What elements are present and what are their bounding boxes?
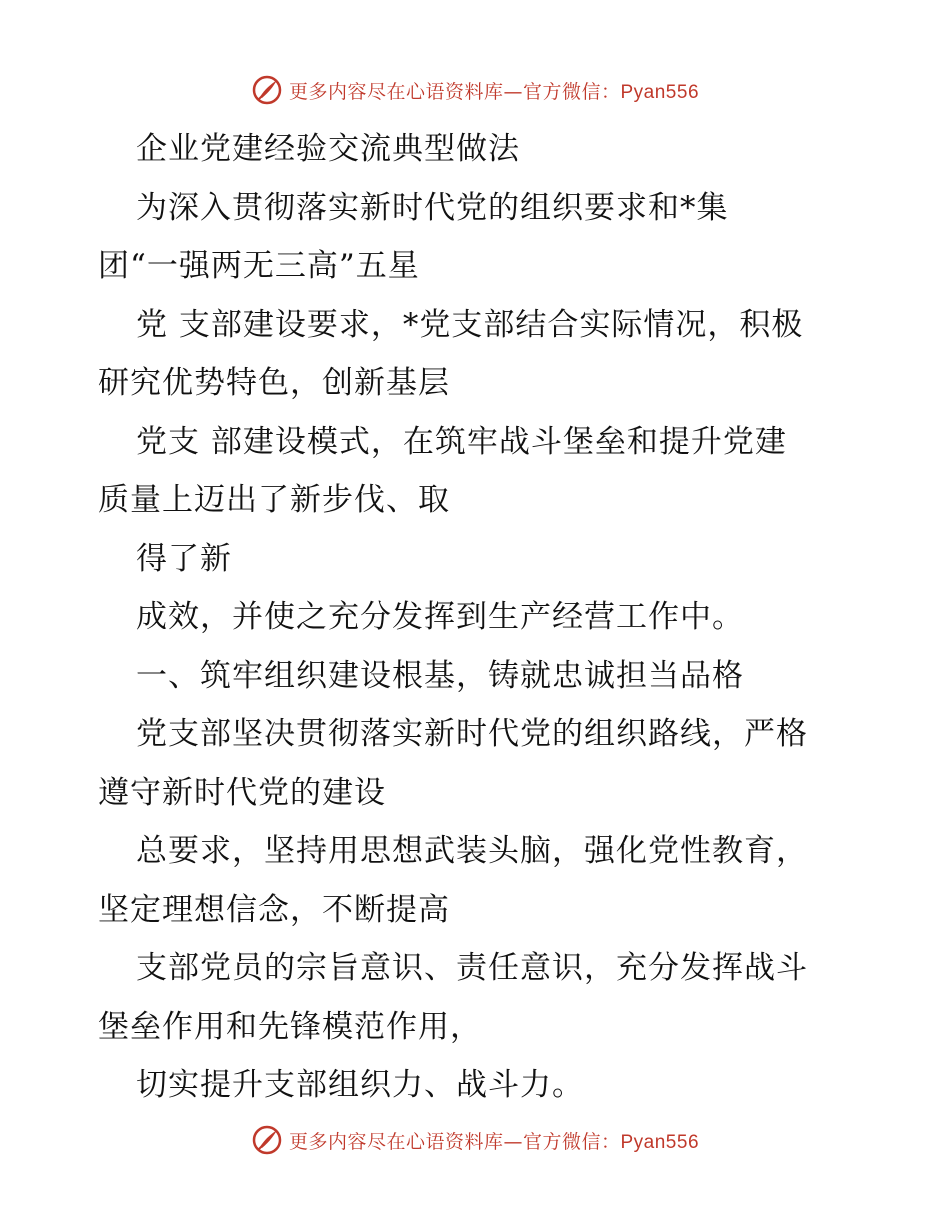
banner-content: [251, 74, 699, 106]
document-line: 堡垒作用和先锋模范作用，: [98, 1008, 482, 1045]
feather-pen-logo-icon: [251, 1124, 283, 1156]
banner-wechat-id: Pyan556: [620, 1131, 700, 1153]
document-line: 党 支部建设要求，*党支部结合实际情况，积极: [136, 306, 804, 343]
document-line: 党支部坚决贯彻落实新时代党的组织路线，严格: [136, 716, 808, 752]
banner-separator: —: [503, 80, 523, 103]
banner-content: [251, 1124, 699, 1156]
document-body: [98, 120, 858, 1115]
banner-separator: —: [503, 1130, 523, 1153]
document-line: 成效，并使之充分发挥到生产经营工作中。: [136, 599, 744, 635]
document-line: 得了新: [136, 540, 232, 577]
document-line: 研究优势特色，创新基层: [98, 365, 450, 401]
banner-main-text: 更多内容尽在心语资料库: [288, 1130, 504, 1153]
document-line: 企业党建经验交流典型做法: [136, 131, 520, 167]
document-line: 坚定理想信念，不断提高: [98, 891, 450, 928]
banner-suffix-text: 官方微信：: [522, 1130, 621, 1153]
document-line: 团“一强两无三高”五星: [98, 248, 420, 284]
document-line: 质量上迈出了新步伐、取: [98, 482, 450, 518]
feather-pen-logo-icon: [251, 74, 283, 106]
banner-text: [289, 77, 699, 104]
banner-text: [289, 1127, 699, 1154]
document-line: 一、筑牢组织建设根基，铸就忠诚担当品格: [136, 657, 744, 694]
document-line: 遵守新时代党的建设: [98, 774, 386, 811]
banner-suffix-text: 官方微信：: [522, 80, 621, 103]
header-watermark-banner: [0, 70, 950, 110]
document-line: 总要求，坚持用思想武装头脑，强化党性教育，: [136, 833, 808, 869]
banner-wechat-id: Pyan556: [620, 81, 700, 103]
document-line: 党支 部建设模式，在筑牢战斗堡垒和提升党建: [136, 423, 787, 460]
document-line: 支部党员的宗旨意识、责任意识，充分发挥战斗: [136, 950, 808, 986]
document-line: 切实提升支部组织力、战斗力。: [136, 1067, 584, 1103]
footer-watermark-banner: [0, 1120, 950, 1160]
banner-main-text: 更多内容尽在心语资料库: [288, 80, 504, 103]
document-line: 为深入贯彻落实新时代党的组织要求和*集: [136, 189, 729, 226]
